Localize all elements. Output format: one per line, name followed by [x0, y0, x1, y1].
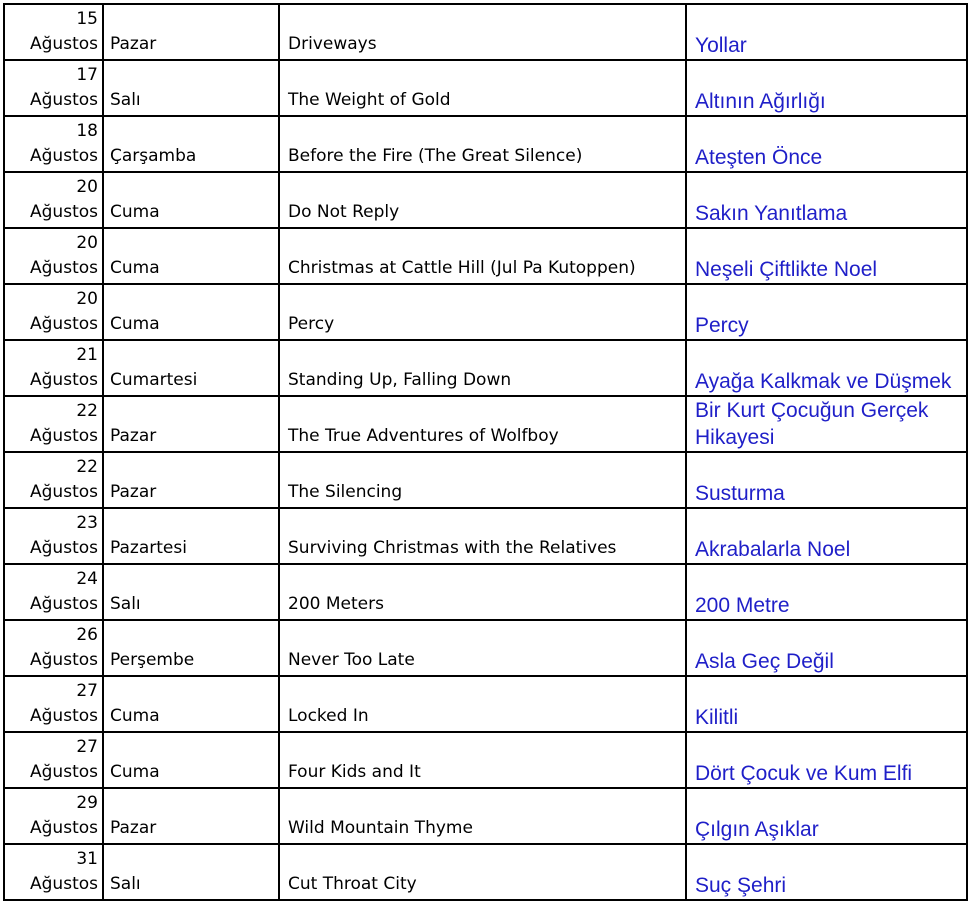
- month-name: Ağustos: [30, 762, 98, 782]
- table-row: [4, 60, 967, 116]
- date-cell: [4, 396, 103, 452]
- turkish-title-cell: Akrabalarla Noel: [686, 508, 967, 564]
- day-number: 24: [76, 569, 98, 589]
- month-name: Ağustos: [30, 818, 98, 838]
- weekday-cell: Cuma: [103, 228, 279, 284]
- original-title-cell: Christmas at Cattle Hill (Jul Pa Kutoppen): [279, 228, 686, 284]
- day-number: 17: [76, 65, 98, 85]
- turkish-title-cell: Altının Ağırlığı: [686, 60, 967, 116]
- weekday-cell: Pazar: [103, 452, 279, 508]
- table-row: [4, 452, 967, 508]
- date-cell: [4, 60, 103, 116]
- original-title-cell: Standing Up, Falling Down: [279, 340, 686, 396]
- weekday-cell: Cuma: [103, 284, 279, 340]
- weekday-cell: Çarşamba: [103, 116, 279, 172]
- original-title-cell: Surviving Christmas with the Relatives: [279, 508, 686, 564]
- month-name: Ağustos: [30, 594, 98, 614]
- table-row: [4, 340, 967, 396]
- date-cell: [4, 564, 103, 620]
- date-cell: [4, 4, 103, 60]
- weekday-cell: Perşembe: [103, 620, 279, 676]
- day-number: 20: [76, 233, 98, 253]
- original-title-cell: The Weight of Gold: [279, 60, 686, 116]
- turkish-title-cell: 200 Metre: [686, 564, 967, 620]
- month-name: Ağustos: [30, 146, 98, 166]
- release-schedule-table: [3, 3, 968, 901]
- original-title-cell: The Silencing: [279, 452, 686, 508]
- day-number: 18: [76, 121, 98, 141]
- table-row: [4, 172, 967, 228]
- turkish-title-cell: Dört Çocuk ve Kum Elfi: [686, 732, 967, 788]
- weekday-cell: Cuma: [103, 732, 279, 788]
- weekday-cell: Cuma: [103, 172, 279, 228]
- table-row: [4, 844, 967, 900]
- month-name: Ağustos: [30, 874, 98, 894]
- turkish-title-cell: Percy: [686, 284, 967, 340]
- table-row: [4, 284, 967, 340]
- date-cell: [4, 340, 103, 396]
- original-title-cell: Four Kids and It: [279, 732, 686, 788]
- month-name: Ağustos: [30, 538, 98, 558]
- original-title-cell: The True Adventures of Wolfboy: [279, 396, 686, 452]
- original-title-cell: Do Not Reply: [279, 172, 686, 228]
- day-number: 31: [76, 849, 98, 869]
- day-number: 27: [76, 737, 98, 757]
- month-name: Ağustos: [30, 706, 98, 726]
- day-number: 26: [76, 625, 98, 645]
- original-title-cell: Cut Throat City: [279, 844, 686, 900]
- date-cell: [4, 452, 103, 508]
- date-cell: [4, 844, 103, 900]
- turkish-title-cell: Çılgın Aşıklar: [686, 788, 967, 844]
- weekday-cell: Cumartesi: [103, 340, 279, 396]
- table-row: [4, 508, 967, 564]
- month-name: Ağustos: [30, 34, 98, 54]
- turkish-title-cell: Asla Geç Değil: [686, 620, 967, 676]
- original-title-cell: Driveways: [279, 4, 686, 60]
- table-row: [4, 116, 967, 172]
- original-title-cell: Wild Mountain Thyme: [279, 788, 686, 844]
- month-name: Ağustos: [30, 314, 98, 334]
- weekday-cell: Salı: [103, 60, 279, 116]
- table-row: [4, 676, 967, 732]
- day-number: 15: [76, 9, 98, 29]
- day-number: 27: [76, 681, 98, 701]
- weekday-cell: Pazar: [103, 4, 279, 60]
- turkish-title-cell: Neşeli Çiftlikte Noel: [686, 228, 967, 284]
- day-number: 20: [76, 289, 98, 309]
- original-title-cell: Before the Fire (The Great Silence): [279, 116, 686, 172]
- weekday-cell: Salı: [103, 844, 279, 900]
- table-row: [4, 396, 967, 452]
- table-row: [4, 4, 967, 60]
- schedule-body: [4, 4, 967, 900]
- date-cell: [4, 620, 103, 676]
- turkish-title-cell: Suç Şehri: [686, 844, 967, 900]
- date-cell: [4, 676, 103, 732]
- date-cell: [4, 508, 103, 564]
- weekday-cell: Pazar: [103, 396, 279, 452]
- weekday-cell: Salı: [103, 564, 279, 620]
- day-number: 20: [76, 177, 98, 197]
- date-cell: [4, 228, 103, 284]
- day-number: 22: [76, 401, 98, 421]
- date-cell: [4, 788, 103, 844]
- day-number: 29: [76, 793, 98, 813]
- month-name: Ağustos: [30, 482, 98, 502]
- month-name: Ağustos: [30, 370, 98, 390]
- weekday-cell: Pazar: [103, 788, 279, 844]
- table-row: [4, 732, 967, 788]
- original-title-cell: Percy: [279, 284, 686, 340]
- month-name: Ağustos: [30, 426, 98, 446]
- day-number: 21: [76, 345, 98, 365]
- date-cell: [4, 284, 103, 340]
- month-name: Ağustos: [30, 202, 98, 222]
- turkish-title-cell: Yollar: [686, 4, 967, 60]
- date-cell: [4, 172, 103, 228]
- turkish-title-cell: Ayağa Kalkmak ve Düşmek: [686, 340, 967, 396]
- table-row: [4, 228, 967, 284]
- month-name: Ağustos: [30, 650, 98, 670]
- date-cell: [4, 732, 103, 788]
- turkish-title-cell: Ateşten Önce: [686, 116, 967, 172]
- turkish-title-cell: Kilitli: [686, 676, 967, 732]
- month-name: Ağustos: [30, 258, 98, 278]
- weekday-cell: Cuma: [103, 676, 279, 732]
- month-name: Ağustos: [30, 90, 98, 110]
- original-title-cell: Locked In: [279, 676, 686, 732]
- day-number: 22: [76, 457, 98, 477]
- date-cell: [4, 116, 103, 172]
- original-title-cell: Never Too Late: [279, 620, 686, 676]
- turkish-title-cell: Sakın Yanıtlama: [686, 172, 967, 228]
- original-title-cell: 200 Meters: [279, 564, 686, 620]
- table-row: [4, 620, 967, 676]
- table-row: [4, 564, 967, 620]
- day-number: 23: [76, 513, 98, 533]
- turkish-title-cell: Bir Kurt Çocuğun Gerçek Hikayesi: [686, 396, 967, 452]
- table-row: [4, 788, 967, 844]
- weekday-cell: Pazartesi: [103, 508, 279, 564]
- turkish-title-cell: Susturma: [686, 452, 967, 508]
